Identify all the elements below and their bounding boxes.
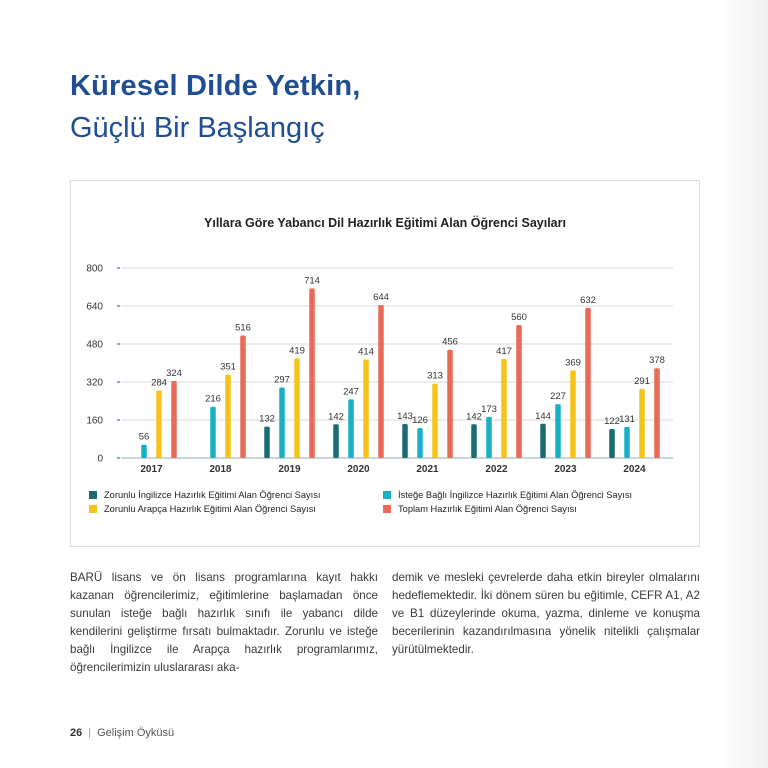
bar — [363, 360, 369, 458]
x-tick-label: 2020 — [347, 464, 370, 475]
legend-swatch — [383, 505, 391, 513]
page-subtitle: Güçlü Bir Başlangıç — [70, 112, 325, 144]
page-number: 26 — [70, 727, 83, 739]
data-label: 144 — [535, 410, 551, 422]
bar — [471, 424, 477, 458]
bar — [432, 384, 438, 458]
bar — [624, 427, 630, 458]
legend-label: Zorunlu İngilizce Hazırlık Eğitimi Alan Öğrenci Sayısı — [104, 490, 321, 500]
y-tick-label: 0 — [97, 453, 103, 465]
x-tick-label: 2017 — [140, 464, 163, 475]
data-label: 142 — [466, 411, 482, 423]
bar — [402, 424, 408, 458]
bar — [516, 325, 522, 458]
bar — [264, 427, 270, 458]
data-label: 560 — [511, 312, 527, 323]
footer-section: Gelişim Öyküsü — [97, 727, 175, 739]
legend-item-zorunlu-ingilizce — [89, 490, 321, 500]
data-label: 714 — [304, 275, 320, 287]
bar — [585, 308, 591, 458]
body-paragraph-right: demik ve mesleki çevrelerde daha etkin bireyler olmalarını hedeflemektedir. İki dönem süren bu eğitimle, CEFR A1, A2 ve B1 düzeylerinde okuma, yazma, dinleme ve konuşma becerilerinin kazandırılmasına yönelik nitelikli çalışmalar yürütülmektedir. — [392, 571, 700, 656]
data-label: 414 — [358, 346, 374, 358]
bar — [486, 417, 492, 458]
data-label: 369 — [565, 357, 581, 369]
bar — [225, 375, 231, 458]
bar — [555, 404, 561, 458]
data-label: 632 — [580, 294, 596, 306]
data-label: 142 — [328, 411, 344, 423]
data-label: 351 — [220, 361, 236, 373]
y-tick-label: 800 — [86, 263, 103, 275]
data-label: 216 — [205, 393, 221, 405]
bar — [141, 445, 147, 458]
y-tick-label: 320 — [86, 377, 103, 389]
x-tick-label: 2018 — [209, 464, 232, 475]
data-label: 173 — [481, 403, 497, 415]
legend-label: Zorunlu Arapça Hazırlık Eğitimi Alan Öğrenci Sayısı — [104, 504, 316, 514]
data-label: 419 — [289, 345, 305, 357]
bar — [156, 391, 162, 458]
data-label: 132 — [259, 413, 275, 425]
data-label: 131 — [619, 413, 635, 425]
data-label: 378 — [649, 355, 665, 367]
x-tick-label: 2024 — [623, 464, 646, 475]
data-label: 644 — [373, 292, 389, 304]
data-label: 247 — [343, 386, 359, 398]
y-tick-label: 640 — [86, 301, 103, 313]
page-title: Küresel Dilde Yetkin, — [70, 70, 361, 102]
legend-item-istege-bagli-ingilizce — [383, 490, 632, 500]
x-tick-label: 2022 — [485, 464, 508, 475]
bar — [540, 424, 546, 458]
legend-swatch — [383, 491, 391, 499]
bar — [654, 368, 660, 458]
legend-swatch — [89, 505, 97, 513]
x-tick-label: 2019 — [278, 464, 301, 475]
bar — [447, 350, 453, 458]
footer-separator: | — [88, 727, 92, 739]
legend-label: İsteğe Bağlı İngilizce Hazırlık Eğitimi Alan Öğrenci Sayısı — [398, 490, 633, 500]
data-label: 227 — [550, 391, 566, 403]
page-footer — [70, 727, 174, 739]
bar — [279, 387, 285, 458]
data-label: 122 — [604, 416, 620, 428]
data-label: 417 — [496, 345, 512, 357]
x-tick-label: 2023 — [554, 464, 577, 475]
data-label: 126 — [412, 415, 428, 427]
legend-item-zorunlu-arapca — [89, 504, 316, 514]
y-tick-label: 160 — [86, 415, 103, 427]
bar — [171, 381, 177, 458]
data-label: 297 — [274, 374, 290, 386]
bar — [294, 358, 300, 458]
data-label: 516 — [235, 322, 251, 334]
body-paragraph-left: BARÜ lisans ve ön lisans programlarına kayıt hakkı kazanan öğrencilerimiz, eğitimlerine başlamadan önce sunulan isteğe bağlı hazırlık sınıfı ile yabancı dilde kendilerini geliştirme fırsatı bulmaktadır. Zorunlu ve isteğe bağlı İngilizce ile Arapça hazırlık programlarımız, öğrencilerimizin uluslararası aka- — [70, 571, 378, 674]
data-label: 313 — [427, 370, 443, 382]
data-label: 324 — [166, 368, 182, 380]
data-label: 143 — [397, 411, 413, 423]
bar — [210, 407, 216, 458]
bar — [570, 370, 576, 458]
chart-title: Yıllara Göre Yabancı Dil Hazırlık Eğitimi Alan Öğrenci Sayıları — [204, 216, 566, 230]
bar — [333, 424, 339, 458]
bar — [378, 305, 384, 458]
legend-label: Toplam Hazırlık Eğitimi Alan Öğrenci Sayısı — [398, 504, 577, 514]
x-tick-label: 2021 — [416, 464, 439, 475]
bar — [417, 428, 423, 458]
page-edge-shade — [718, 0, 768, 768]
data-label: 284 — [151, 377, 167, 389]
bar — [609, 429, 615, 458]
legend-swatch — [89, 491, 97, 499]
chart-container — [70, 180, 700, 547]
legend-item-toplam — [383, 504, 577, 514]
bar — [348, 399, 354, 458]
bar — [639, 389, 645, 458]
data-label: 291 — [634, 375, 650, 387]
bar — [501, 359, 507, 458]
bar — [240, 335, 246, 458]
data-label: 56 — [138, 431, 150, 443]
y-tick-label: 480 — [86, 339, 103, 351]
bar — [309, 288, 315, 458]
data-label: 456 — [442, 336, 458, 348]
